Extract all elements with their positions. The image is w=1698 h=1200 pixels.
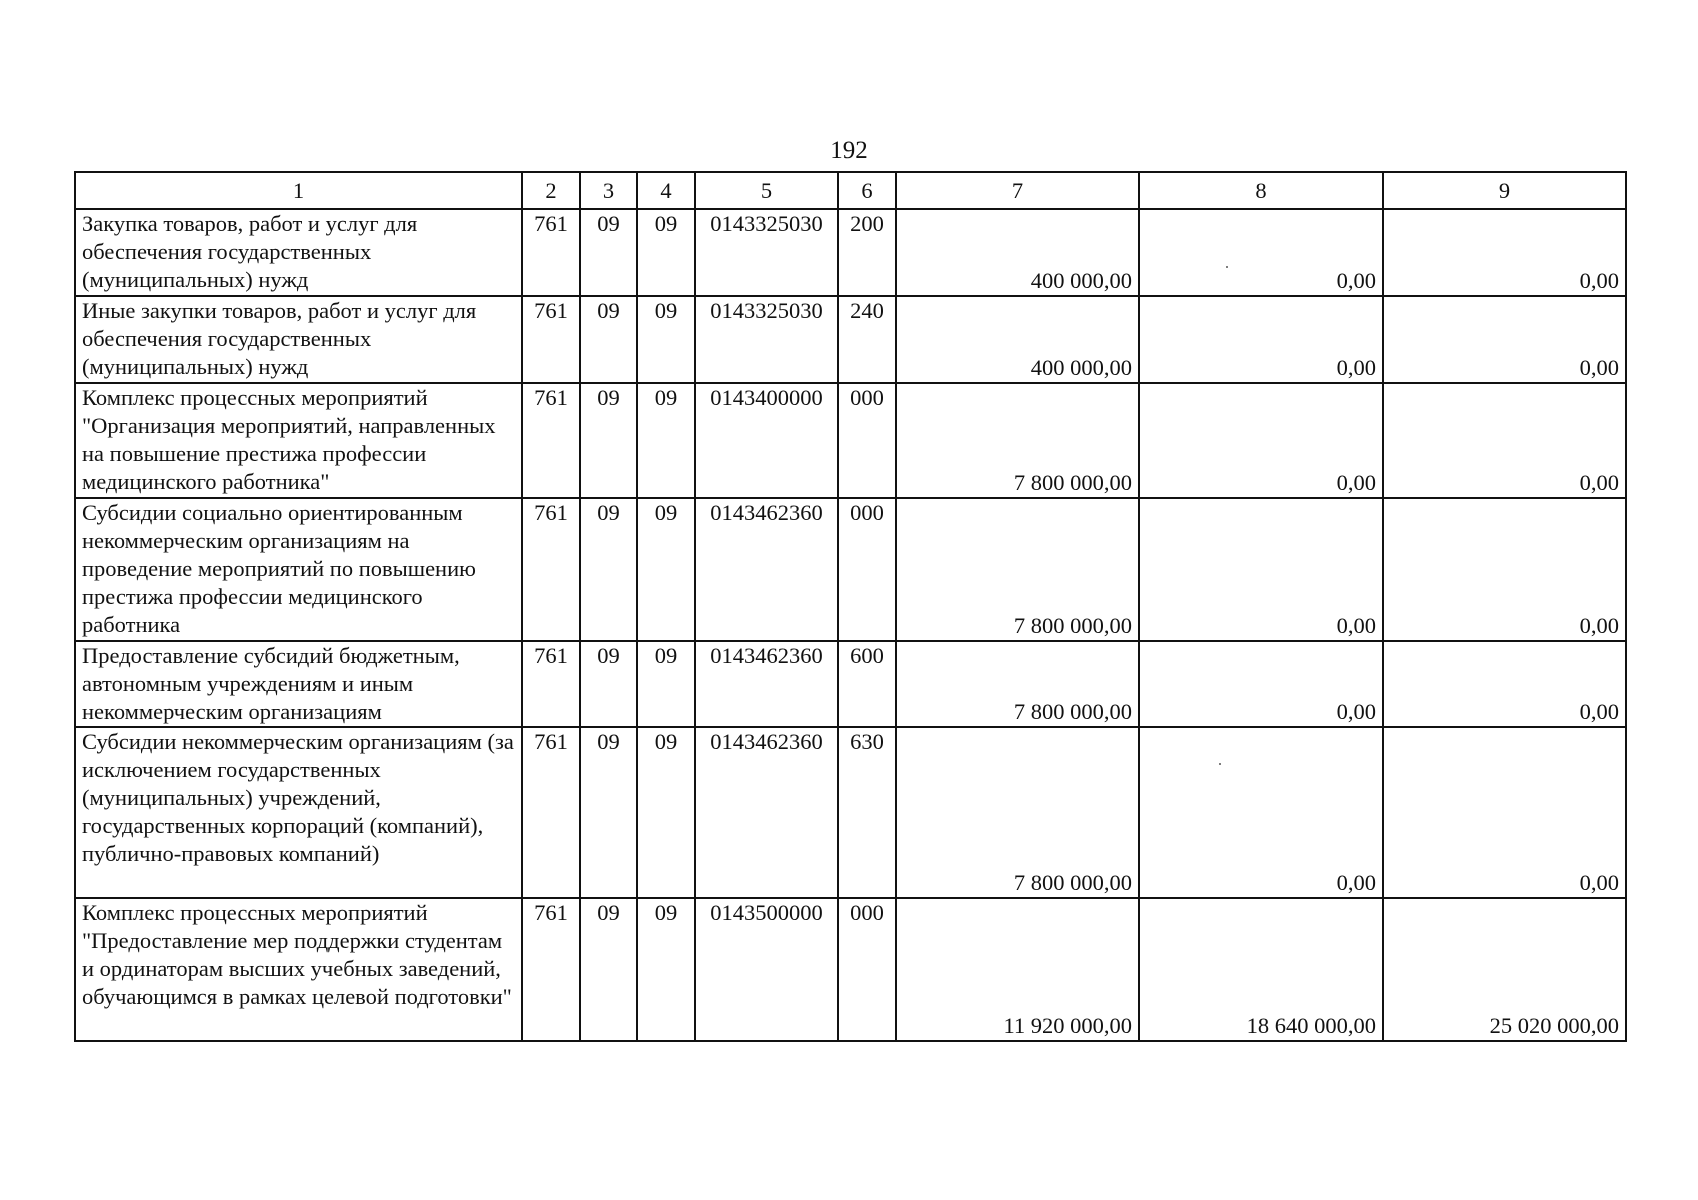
amount-col-9: 0,00 <box>1383 296 1626 383</box>
target-article-code: 0143400000 <box>695 383 838 498</box>
row-name: Предоставление субсидий бюджетным, автономным учреждениям и иным некоммерческим организациям <box>75 641 522 727</box>
scan-speck <box>1219 763 1221 765</box>
section-code: 09 <box>580 898 637 1041</box>
column-header: 6 <box>838 172 896 209</box>
section-code: 09 <box>580 383 637 498</box>
ministry-code: 761 <box>522 641 580 727</box>
target-article-code: 0143462360 <box>695 498 838 641</box>
target-article-code: 0143500000 <box>695 898 838 1041</box>
subsection-code: 09 <box>637 296 695 383</box>
amount-col-8: 0,00 <box>1139 383 1383 498</box>
amount-col-9: 0,00 <box>1383 641 1626 727</box>
expense-type-code: 630 <box>838 727 896 898</box>
scan-speck <box>1226 266 1228 268</box>
budget-table <box>74 171 1627 1042</box>
amount-col-7: 7 800 000,00 <box>896 727 1139 898</box>
amount-col-8: 18 640 000,00 <box>1139 898 1383 1041</box>
amount-col-9: 0,00 <box>1383 209 1626 296</box>
amount-col-8: 0,00 <box>1139 641 1383 727</box>
column-header: 9 <box>1383 172 1626 209</box>
amount-col-9: 0,00 <box>1383 498 1626 641</box>
subsection-code: 09 <box>637 898 695 1041</box>
table-row <box>75 498 1626 641</box>
amount-col-7: 400 000,00 <box>896 209 1139 296</box>
target-article-code: 0143462360 <box>695 727 838 898</box>
table-row <box>75 296 1626 383</box>
ministry-code: 761 <box>522 296 580 383</box>
target-article-code: 0143325030 <box>695 296 838 383</box>
target-article-code: 0143325030 <box>695 209 838 296</box>
table-row <box>75 898 1626 1041</box>
column-header: 8 <box>1139 172 1383 209</box>
column-header: 7 <box>896 172 1139 209</box>
column-header: 4 <box>637 172 695 209</box>
ministry-code: 761 <box>522 383 580 498</box>
table-row <box>75 641 1626 727</box>
section-code: 09 <box>580 498 637 641</box>
expense-type-code: 000 <box>838 498 896 641</box>
section-code: 09 <box>580 641 637 727</box>
amount-col-9: 25 020 000,00 <box>1383 898 1626 1041</box>
row-name: Иные закупки товаров, работ и услуг для обеспечения государственных (муниципальных) нужд <box>75 296 522 383</box>
expense-type-code: 000 <box>838 898 896 1041</box>
column-header: 3 <box>580 172 637 209</box>
table-header-row <box>75 172 1626 209</box>
row-name: Субсидии социально ориентированным некоммерческим организациям на проведение мероприятий по повышению престижа профессии медицинского работника <box>75 498 522 641</box>
subsection-code: 09 <box>637 209 695 296</box>
row-name: Комплекс процессных мероприятий "Организация мероприятий, направленных на повышение престижа профессии медицинского работника" <box>75 383 522 498</box>
subsection-code: 09 <box>637 498 695 641</box>
ministry-code: 761 <box>522 898 580 1041</box>
section-code: 09 <box>580 296 637 383</box>
expense-type-code: 600 <box>838 641 896 727</box>
expense-type-code: 240 <box>838 296 896 383</box>
page-number: 192 <box>830 137 868 164</box>
expense-type-code: 000 <box>838 383 896 498</box>
amount-col-7: 7 800 000,00 <box>896 498 1139 641</box>
row-name: Закупка товаров, работ и услуг для обеспечения государственных (муниципальных) нужд <box>75 209 522 296</box>
amount-col-8: 0,00 <box>1139 498 1383 641</box>
table-row <box>75 209 1626 296</box>
subsection-code: 09 <box>637 641 695 727</box>
amount-col-7: 7 800 000,00 <box>896 641 1139 727</box>
amount-col-9: 0,00 <box>1383 383 1626 498</box>
column-header: 2 <box>522 172 580 209</box>
ministry-code: 761 <box>522 498 580 641</box>
amount-col-8: 0,00 <box>1139 727 1383 898</box>
table-row <box>75 727 1626 898</box>
subsection-code: 09 <box>637 727 695 898</box>
column-header: 5 <box>695 172 838 209</box>
amount-col-7: 7 800 000,00 <box>896 383 1139 498</box>
row-name: Комплекс процессных мероприятий "Предоставление мер поддержки студентам и ординаторам высших учебных заведений, обучающимся в рамках целевой подготовки" <box>75 898 522 1041</box>
expense-type-code: 200 <box>838 209 896 296</box>
section-code: 09 <box>580 209 637 296</box>
ministry-code: 761 <box>522 209 580 296</box>
amount-col-8: 0,00 <box>1139 296 1383 383</box>
subsection-code: 09 <box>637 383 695 498</box>
amount-col-7: 400 000,00 <box>896 296 1139 383</box>
column-header: 1 <box>75 172 522 209</box>
amount-col-8: 0,00 <box>1139 209 1383 296</box>
row-name: Субсидии некоммерческим организациям (за исключением государственных (муниципальных) учреждений, государственных корпораций (компаний), публично-правовых компаний) <box>75 727 522 898</box>
target-article-code: 0143462360 <box>695 641 838 727</box>
amount-col-7: 11 920 000,00 <box>896 898 1139 1041</box>
ministry-code: 761 <box>522 727 580 898</box>
amount-col-9: 0,00 <box>1383 727 1626 898</box>
table-row <box>75 383 1626 498</box>
section-code: 09 <box>580 727 637 898</box>
